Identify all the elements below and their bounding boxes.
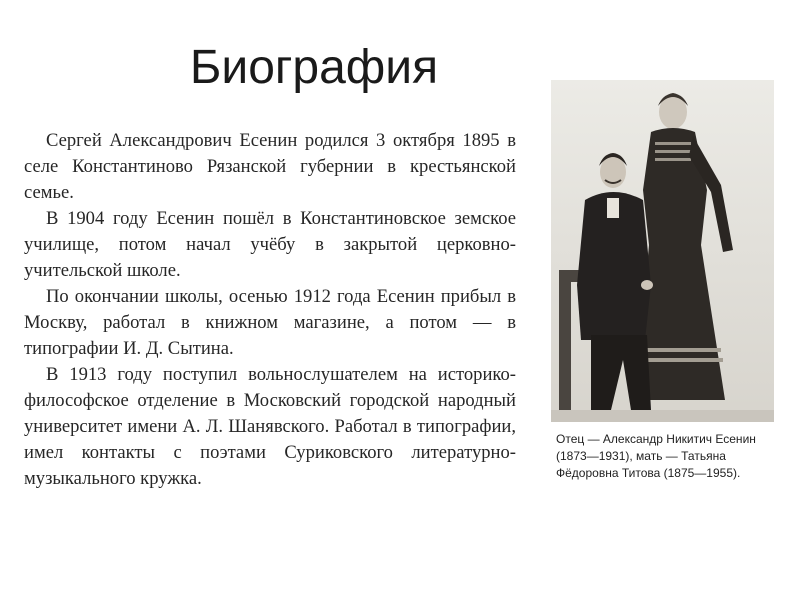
biography-paragraph-4: В 1913 году поступил вольнослушателем на историко-философское отделение в Московский городской народный университет имени А. Л. Шанявского. Работал в типографии, имел контакты с поэтами Суриковского литературно-музыкального кружка. — [24, 364, 516, 489]
biography-paragraph-2: В 1904 году Есенин пошёл в Константиновское земское училище, потом начал учёбу в закрытой церковно-учительской школе. — [24, 208, 516, 281]
slide-title: Биография — [189, 41, 439, 94]
biography-paragraph-1: Сергей Александрович Есенин родился 3 октября 1895 в селе Константиново Рязанской губернии в крестьянской семье. — [24, 130, 516, 203]
photo-caption: Отец — Александр Никитич Есенин (1873—1931), мать — Татьяна Фёдоровна Титова (1875—1955). — [556, 432, 756, 480]
biography-paragraph-3: По окончании школы, осенью 1912 года Есенин прибыл в Москву, работал в книжном магазине, а потом — в типографии И. Д. Сытина. — [24, 286, 516, 359]
parents-photo — [551, 80, 774, 422]
biography-text — [24, 128, 516, 492]
